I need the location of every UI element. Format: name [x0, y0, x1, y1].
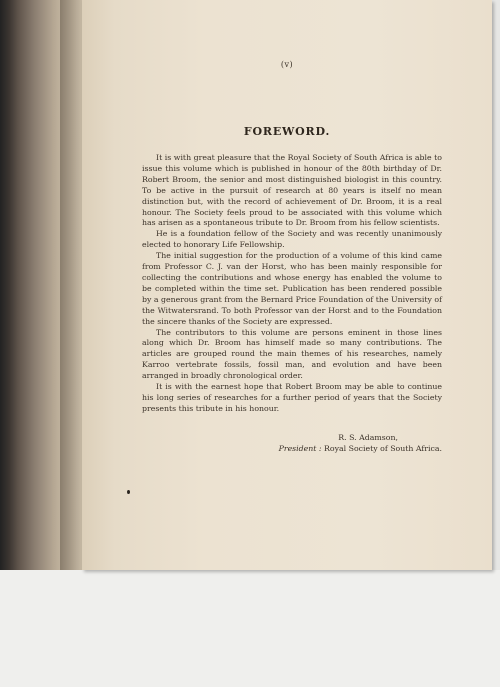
book-page	[82, 0, 492, 570]
foreword-body	[142, 153, 442, 415]
scanner-bed	[0, 570, 500, 687]
signature-block	[142, 432, 442, 454]
page-title: FOREWORD.	[243, 125, 331, 138]
paragraph: The contributors to this volume are persons eminent in those lines along which Dr. Broom has himself made so many contributions. The articles are grouped round the main themes of his researches, namely Karroo vertebrate fossils, fossil man, and evolution and have been arranged in broadly chronological order.	[142, 327, 442, 381]
signatory-role: President :	[278, 444, 322, 453]
signatory-organization: Royal Society of South Africa.	[324, 444, 442, 453]
page-number: (v)	[280, 60, 294, 69]
paragraph: It is with the earnest hope that Robert Broom may be able to continue his long series of researches for a further period of years that the Society presents this tribute in his honour.	[142, 382, 442, 413]
paragraph: The initial suggestion for the production of a volume of this kind came from Professor C. J. van der Horst, who has been mainly responsible for collecting the contributions and whose energy has enabled the volume to be completed within the time set. Publication has been rendered possible by a generous grant from the Bernard Price Foundation of the University of the Witwatersrand. To both Professor van der Horst and to the Foundation the sincere thanks of the Society are expressed.	[142, 251, 442, 326]
signatory-title-line	[142, 443, 442, 454]
paragraph: It is with great pleasure that the Royal Society of South Africa is able to issue this volume which is published in honour of the 80th birthday of Dr. Robert Broom, the senior and most distinguished biologist in this country. To be active in the pursuit of research at 80 years is itself no mean distinction but, with the record of achievement of Dr. Broom, it is a real honour. The Society feels proud to be associated with this volume which has arisen as a spontaneous tribute to Dr. Broom from his fellow scientists.	[142, 153, 442, 228]
ink-speck	[127, 490, 130, 494]
signatory-name: R. S. Adamson,	[338, 433, 398, 442]
paragraph: He is a foundation fellow of the Society and was recently unanimously elected to honorary Life Fellowship.	[142, 229, 442, 250]
